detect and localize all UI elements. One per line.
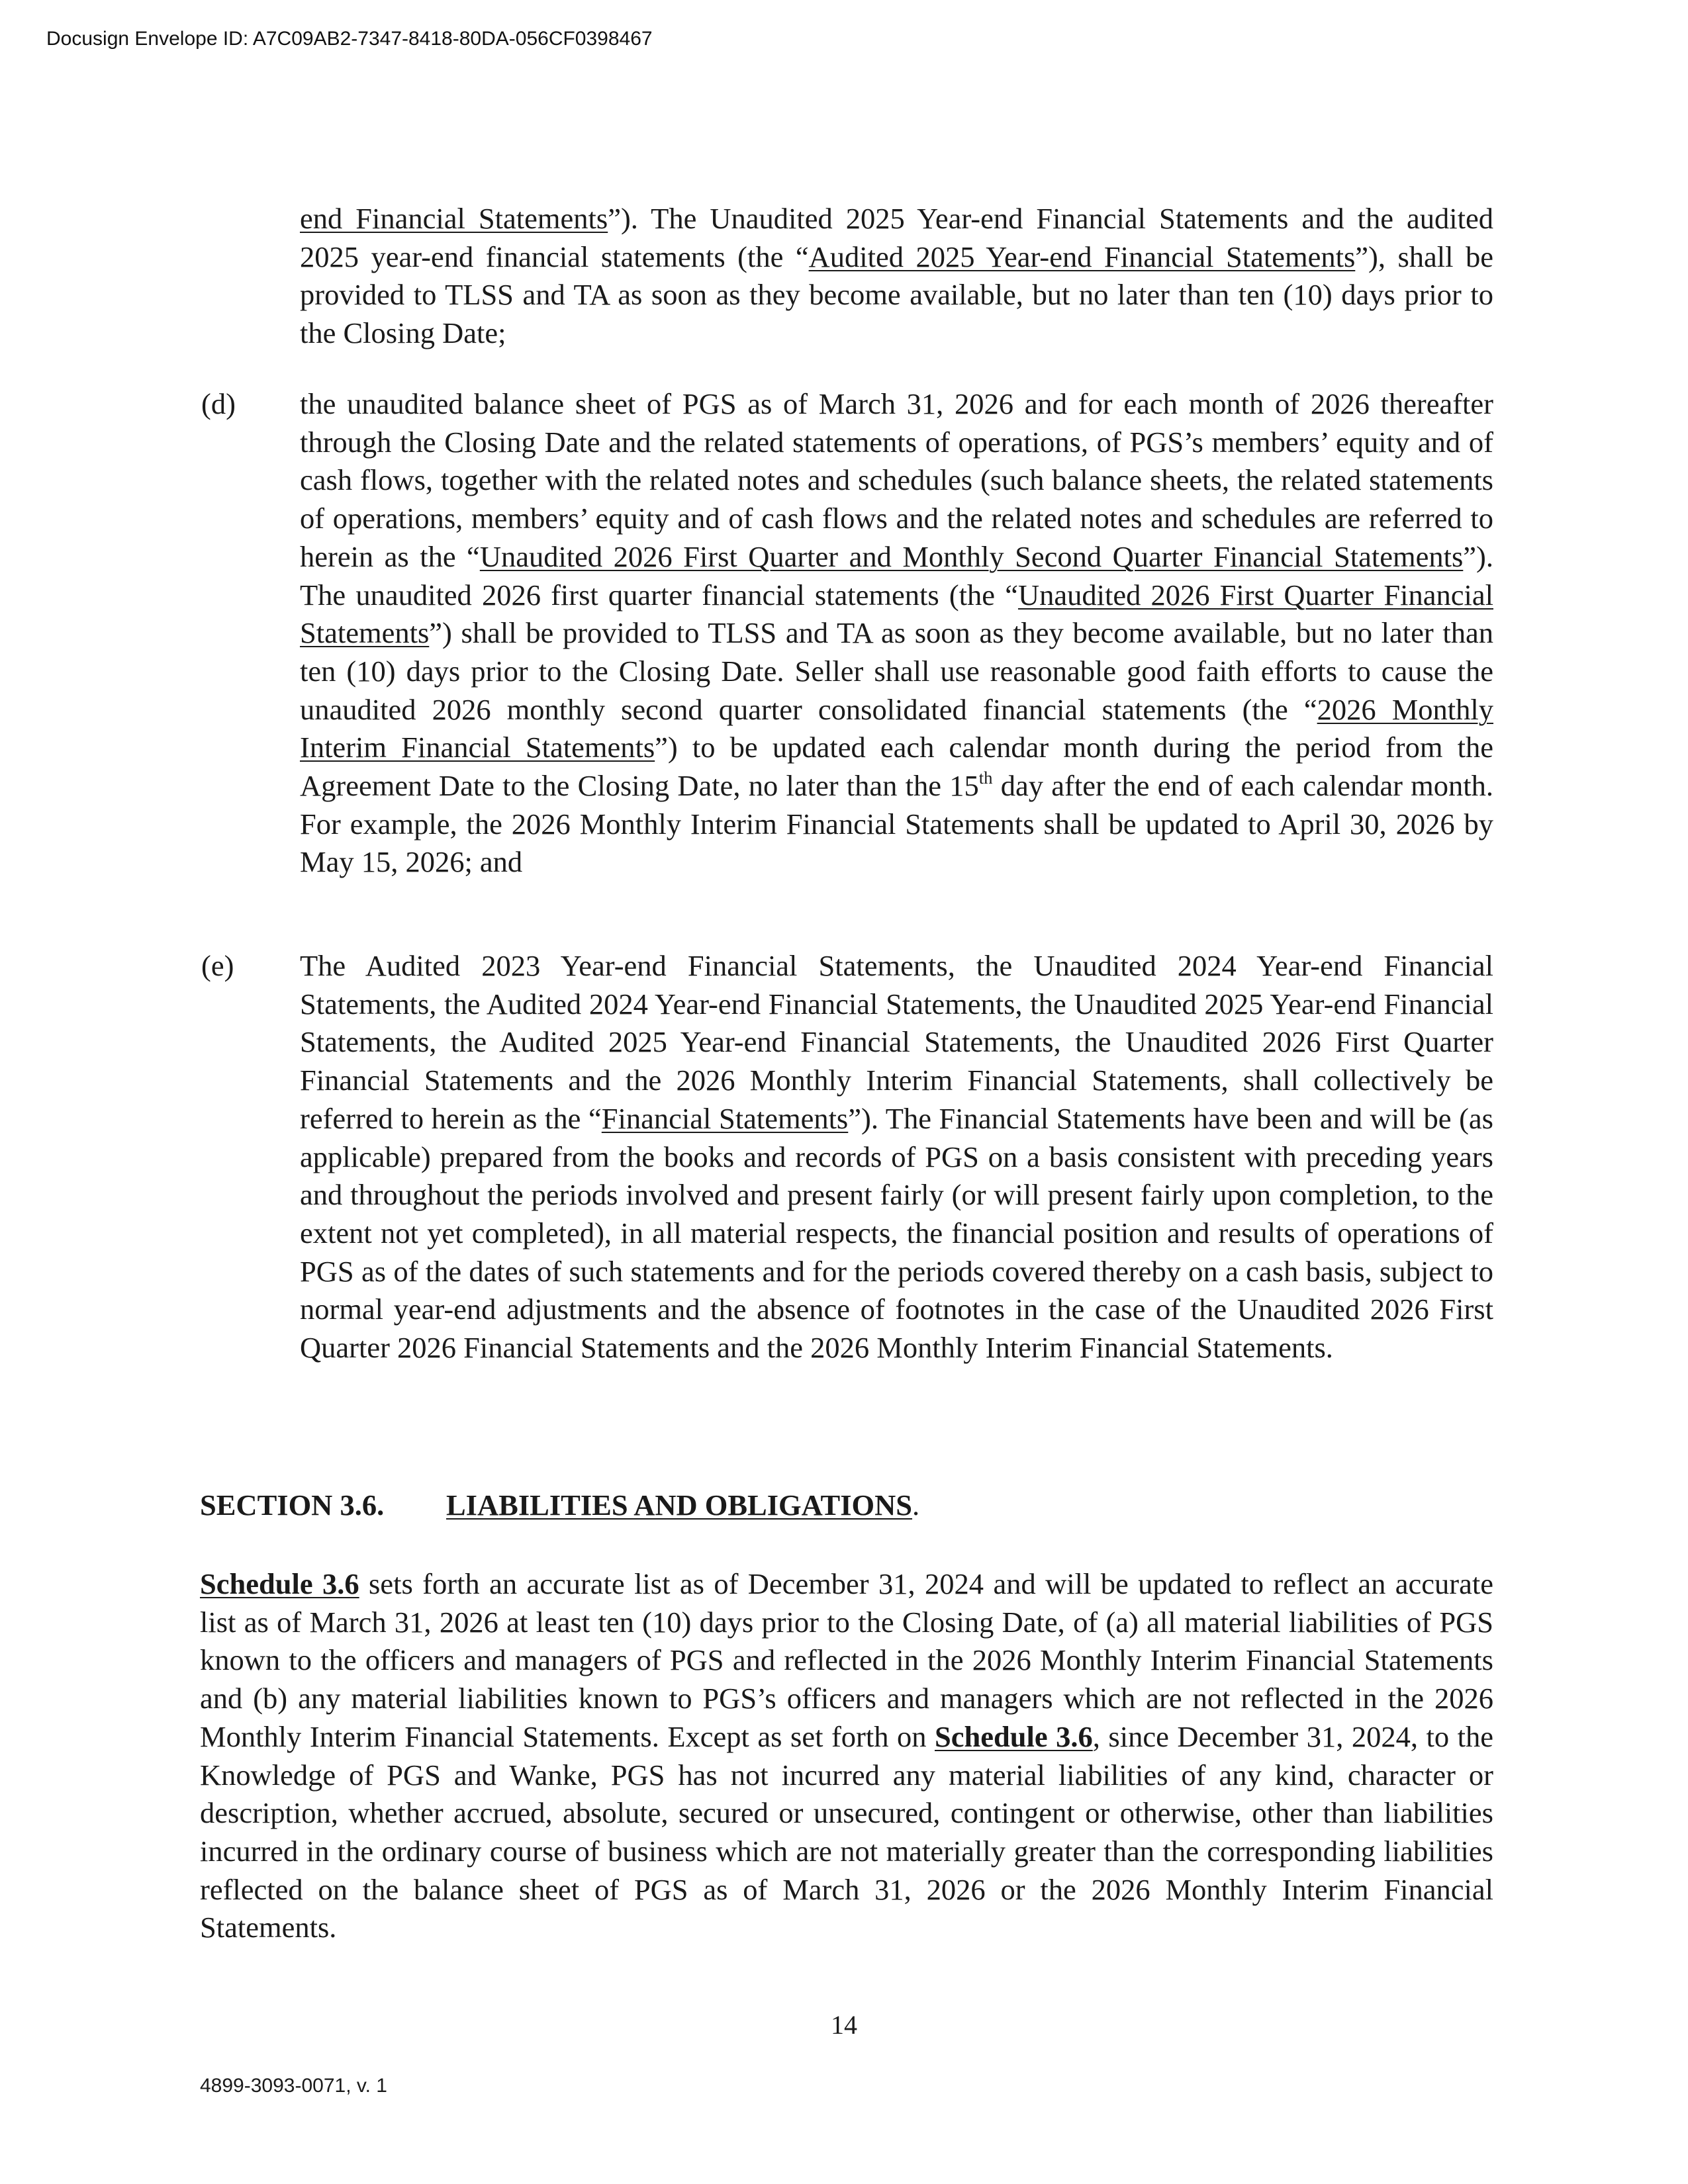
defined-term: Unaudited 2026 First Quarter and Monthly Second Quarter Financial Statements bbox=[479, 539, 1464, 573]
item-d-paragraph: the unaudited balance sheet of PGS as of March 31, 2026 and for each month of 2026 thereafter through the Closing Date and the related statements of operations, of PGS’s members’ equity and of cash flows, together with the related notes and schedules (such balance sheets, the related statements of operations, members’ equity and of cash flows and the related notes and schedules are referred to herein as the “Unaudited 2026 First Quarter and Monthly Second Quarter Financial Statements”). The unaudited 2026 first quarter financial statements (the “Unaudited 2026 First Quarter Financial Statements”) shall be provided to TLSS and TA as soon as they become available, but no later than ten (10) days prior to the Closing Date. Seller shall use reasonable good faith efforts to cause the unaudited 2026 monthly second quarter consolidated financial statements (the “2026 Monthly Interim Financial Statements”) to be updated each calendar month during the period from the Agreement Date to the Closing Date, no later than the 15th day after the end of each calendar month. For example, the 2026 Monthly Interim Financial Statements shall be updated to April 30, 2026 by May 15, 2026; and bbox=[300, 387, 1493, 879]
section-title: LIABILITIES AND OBLIGATIONS. bbox=[446, 1488, 920, 1522]
item-d-label: (d) bbox=[201, 387, 236, 420]
section-paragraph: Schedule 3.6 sets forth an accurate list as of December 31, 2024 and will be updated to reflect an accurate list as of March 31, 2026 at least ten (10) days prior to the Closing Date, of (a) all material liabilities of PGS known to the officers and managers of PGS and reflected in the 2026 Monthly Interim Financial Statements and (b) any material liabilities known to PGS’s officers and managers which are not reflected in the 2026 Monthly Interim Financial Statements. Except as set forth on Schedule 3.6, since December 31, 2024, to the Knowledge of PGS and Wanke, PGS has not incurred any material liabilities of any kind, character or description, whether accrued, absolute, secured or unsecured, contingent or otherwise, other than liabilities incurred in the ordinary course of business which are not materially greater than the corresponding liabilities reflected on the balance sheet of PGS as of March 31, 2026 or the 2026 Monthly Interim Financial Statements. bbox=[200, 1567, 1493, 1944]
schedule-reference: Schedule 3.6 bbox=[934, 1719, 1093, 1753]
defined-term: 2026 Monthly Interim Financial Statements bbox=[300, 692, 1493, 764]
page-number: 14 bbox=[831, 2010, 857, 2040]
defined-term: Audited 2025 Year-end Financial Statements bbox=[808, 240, 1356, 273]
defined-term: Financial Statements bbox=[601, 1101, 849, 1135]
ordinal-suffix: th bbox=[978, 768, 993, 788]
item-e-paragraph: The Audited 2023 Year-end Financial Statements, the Unaudited 2024 Year-end Financial Statements, the Audited 2024 Year-end Financial Statements, the Unaudited 2025 Year-end Financial Statements, the Audited 2025 Year-end Financial Statements, the Unaudited 2026 First Quarter Financial Statements and the 2026 Monthly Interim Financial Statements, shall collectively be referred to herein as the “Financial Statements”). The Financial Statements have been and will be (as applicable) prepared from the books and records of PGS on a basis consistent with preceding years and throughout the periods involved and present fairly (or will present fairly upon completion, to the extent not yet completed), in all material respects, the financial position and results of operations of PGS as of the dates of such statements and for the periods covered thereby on a cash basis, subject to normal year-end adjustments and the absence of footnotes in the case of the Unaudited 2026 First Quarter 2026 Financial Statements and the 2026 Monthly Interim Financial Statements. bbox=[300, 949, 1493, 1365]
document-id: 4899-3093-0071, v. 1 bbox=[200, 2075, 387, 2097]
defined-term: Unaudited 2026 First Quarter Financial Statements bbox=[300, 578, 1493, 650]
section-heading bbox=[200, 1486, 920, 1525]
defined-term: end Financial Statements bbox=[300, 202, 608, 235]
schedule-reference: Schedule 3.6 bbox=[200, 1567, 359, 1600]
envelope-id: Docusign Envelope ID: A7C09AB2-7347-8418-80DA-056CF0398467 bbox=[46, 28, 653, 50]
continuation-paragraph: end Financial Statements”). The Unaudited 2025 Year-end Financial Statements and the audited 2025 year-end financial statements (the “Audited 2025 Year-end Financial Statements”), shall be provided to TLSS and TA as soon as they become available, but no later than ten (10) days prior to the Closing Date; bbox=[300, 202, 1493, 350]
section-number: SECTION 3.6. bbox=[200, 1488, 385, 1522]
item-e-label: (e) bbox=[201, 949, 234, 982]
